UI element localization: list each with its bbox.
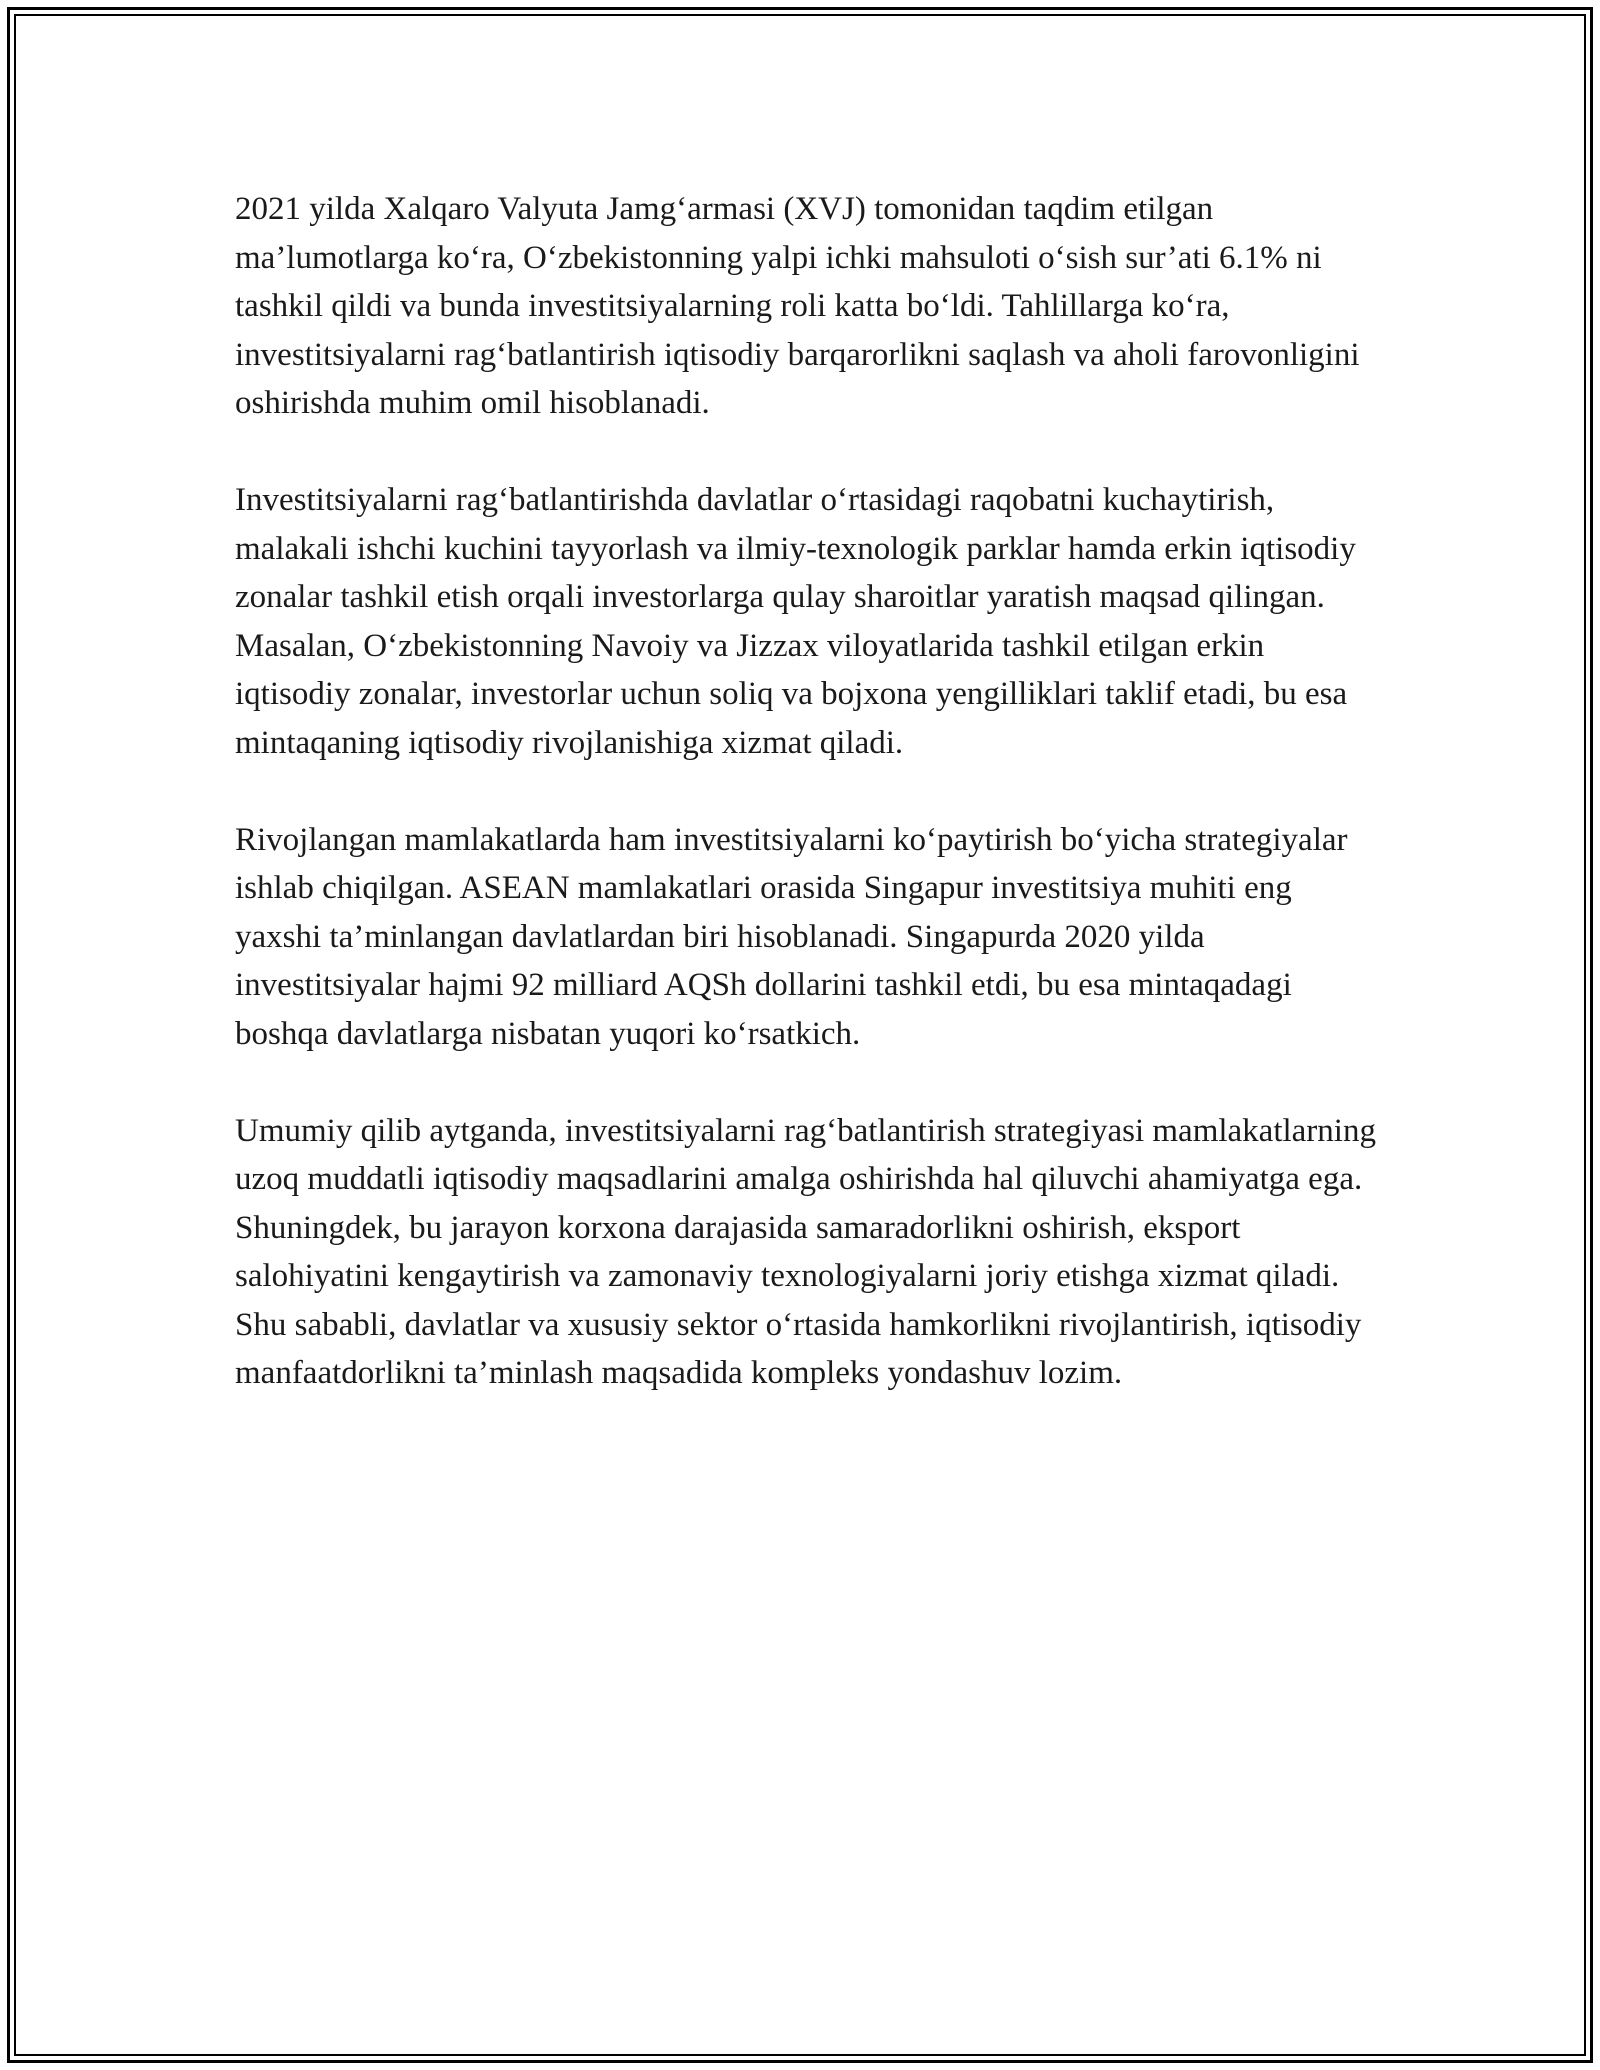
paragraph-4: Umumiy qilib aytganda, investitsiyalarni rag‘batlantirish strategiyasi mamlakatlarning uzoq muddatli iqtisodiy maqsadlarini amalga oshirishda hal qiluvchi ahamiyatga ega. Shuningdek, bu jarayon korxona darajasida samaradorlikni oshirish, eksport salohiyatini kengaytirish va zamonaviy texnologiyalarni joriy etishga xizmat qiladi. Shu sababli, davlatlar va xususiy sektor o‘rtasida hamkorlikni rivojlantirish, iqtisodiy manfaatdorlikni ta’minlash maqsadida kompleks yondashuv lozim. <box>235 1112 1376 1391</box>
document-body <box>235 185 1385 1446</box>
paragraph-1: 2021 yilda Xalqaro Valyuta Jamg‘armasi (XVJ) tomonidan taqdim etilgan ma’lumotlarga ko‘ra, O‘zbekistonning yalpi ichki mahsuloti o‘sish sur’ati 6.1% ni tashkil qildi va bunda investitsiyalarning roli katta bo‘ldi. Tahlillarga ko‘ra, investitsiyalarni rag‘batlantirish iqtisodiy barqarorlikni saqlash va aholi farovonligini oshirishda muhim omil hisoblanadi. <box>235 191 1360 421</box>
paragraph-3: Rivojlangan mamlakatlarda ham investitsiyalarni ko‘paytirish bo‘yicha strategiyalar ishlab chiqilgan. ASEAN mamlakatlari orasida Singapur investitsiya muhiti eng yaxshi ta’minlangan davlatlardan biri hisoblanadi. Singapurda 2020 yilda investitsiyalar hajmi 92 milliard AQSh dollarini tashkil etdi, bu esa mintaqadagi boshqa davlatlarga nisbatan yuqori ko‘rsatkich. <box>235 821 1348 1052</box>
paragraph-2: Investitsiyalarni rag‘batlantirishda davlatlar o‘rtasidagi raqobatni kuchaytirish, malakali ishchi kuchini tayyorlash va ilmiy-texnologik parklar hamda erkin iqtisodiy zonalar tashkil etish orqali investorlarga qulay sharoitlar yaratish maqsad qilingan. Masalan, O‘zbekistonning Navoiy va Jizzax viloyatlarida tashkil etilgan erkin iqtisodiy zonalar, investorlar uchun soliq va bojxona yengilliklari taklif etadi, bu esa mintaqaning iqtisodiy rivojlanishiga xizmat qiladi. <box>235 482 1356 761</box>
